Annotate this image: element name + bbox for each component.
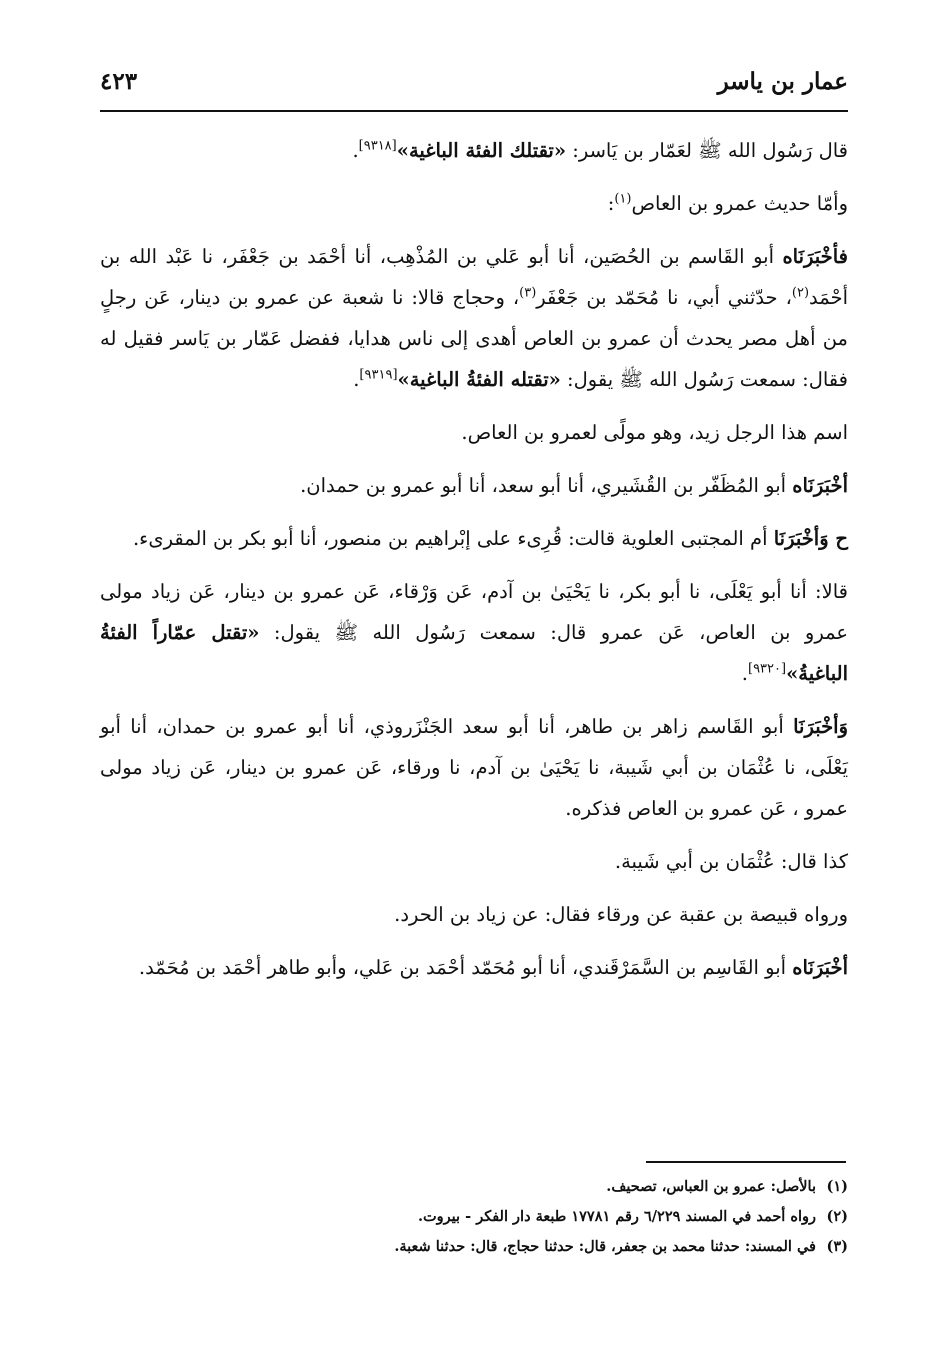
bold-segment: «تقتل عمّاراً الفئةُ الباغيةُ» — [100, 621, 848, 685]
bold-segment: أخْبَرَنَاه — [792, 474, 848, 497]
reference-marker: (١) — [614, 191, 632, 207]
running-title: عمار بن ياسر — [717, 68, 848, 95]
footnote-number: (١) — [826, 1178, 848, 1195]
footnote-text: بالأصل: عمرو بن العباس، تصحيف. — [606, 1178, 816, 1195]
text-segment: أم المجتبى العلوية قالت: قُرِىء على إبْراهيم بن منصور، أنا أبو بكر بن المقرىء. — [132, 527, 774, 550]
bold-segment: أخْبَرَنَاه — [792, 956, 848, 979]
text-segment: قالا: أنا أبو يَعْلَى، نا أبو بكر، نا يَحْيَىٰ بن آدم، عَن وَرْقاء، عَن عمرو بن دينار، عَن زياد مولى عمرو بن العاص، عَن عمرو قال: سمعت رَسُول الله ﷺ يقول: — [100, 580, 848, 644]
text-segment: أبو القَاسم زاهر بن طاهر، أنا أبو سعد الجَنْزَروذي، أنا أبو عمرو بن حمدان، أنا أبو يَعْلَى، نا عُثْمَان بن أبي شَيبة، نا يَحْيَىٰ بن آدم، نا ورقاء، عَن عمرو بن دينار، عَن زياد مولى عمرو ، عَن عمرو بن العاص فذكره. — [100, 715, 848, 820]
paragraph — [100, 706, 848, 829]
text-segment: أبو القَاسم بن الحُصَين، أنا أبو عَلي بن المُذْهِب، أنا أحْمَد بن جَعْفَر، نا عَبْد الله بن أحْمَد — [100, 245, 848, 309]
text-segment: أبو المُظَفّر بن القُشَيري، أنا أبو سعد، أنا أبو عمرو بن حمدان. — [300, 474, 793, 497]
footnote-separator — [646, 1161, 846, 1163]
footnote — [100, 1172, 848, 1202]
footnote-number: (٢) — [826, 1208, 848, 1225]
bold-segment: وَأخْبَرَنَا — [793, 715, 848, 738]
text-segment: . — [741, 662, 748, 685]
paragraph — [100, 571, 848, 694]
text-segment: أبو القَاسِم بن السَّمَرْقَندي، أنا أبو مُحَمّد أحْمَد بن عَلي، وأبو طاهر أحْمَد بن مُحَمّد. — [138, 956, 793, 979]
footnote — [100, 1232, 848, 1262]
footnote-number: (٣) — [826, 1238, 848, 1255]
paragraph — [100, 183, 848, 224]
footnote — [100, 1202, 848, 1232]
text-segment: . — [353, 368, 360, 391]
paragraph — [100, 465, 848, 506]
text-segment: وأمّا حديث عمرو بن العاص — [631, 192, 848, 215]
footnotes — [100, 1172, 848, 1262]
header-rule — [100, 110, 848, 112]
text-segment: ، وحجاج قالا: نا شعبة عن عمرو بن دينار، عَن رجلٍ من أهل مصر يحدث أن عمرو بن العاص أهدى إلى ناس هدايا، ففضل عَمّار بن يَاسر فقيل له فقال: سمعت رَسُول الله ﷺ يقول: — [100, 286, 848, 391]
reference-marker: [٩٣١٩] — [359, 367, 398, 383]
footnote-text: في المسند: حدثنا محمد بن جعفر، قال: حدثنا حجاج، قال: حدثنا شعبة. — [394, 1238, 816, 1255]
paragraph — [100, 130, 848, 171]
reference-marker: (٢) — [791, 285, 810, 301]
bold-segment: «تقتلك الفئة الباغية» — [396, 139, 567, 162]
page-number: ٤٢٣ — [100, 68, 138, 95]
main-text — [100, 130, 848, 1000]
reference-marker: [٩٣١٨] — [358, 138, 397, 154]
page-header — [100, 60, 848, 108]
paragraph — [100, 947, 848, 988]
bold-segment: ح وَأخْبَرَنَا — [773, 527, 848, 550]
text-segment: : — [607, 192, 615, 215]
text-segment: قال رَسُول الله ﷺ لعَمّار بن يَاسر: — [566, 139, 848, 162]
reference-marker: (٣) — [519, 285, 537, 301]
text-segment: كذا قال: عُثْمَان بن أبي شَيبة. — [614, 850, 848, 873]
paragraph — [100, 412, 848, 453]
bold-segment: فأخْبَرَنَاه — [782, 245, 848, 268]
text-segment: اسم هذا الرجل زيد، وهو مولًى لعمرو بن العاص. — [461, 421, 848, 444]
paragraph — [100, 894, 848, 935]
text-segment: ورواه قبيصة بن عقبة عن ورقاء فقال: عن زياد بن الحرد. — [394, 903, 848, 926]
paragraph — [100, 236, 848, 400]
bold-segment: «تقتله الفئةُ الباغية» — [397, 368, 561, 391]
footnote-text: رواه أحمد في المسند ٦/٢٢٩ رقم ١٧٧٨١ طبعة دار الفكر - بيروت. — [417, 1208, 816, 1225]
text-segment: . — [352, 139, 359, 162]
reference-marker: [٩٣٢٠] — [747, 661, 787, 677]
paragraph — [100, 841, 848, 882]
paragraph — [100, 518, 848, 559]
text-segment: ، حدّثني أبي، نا مُحَمّد بن جَعْفَر — [536, 286, 792, 309]
